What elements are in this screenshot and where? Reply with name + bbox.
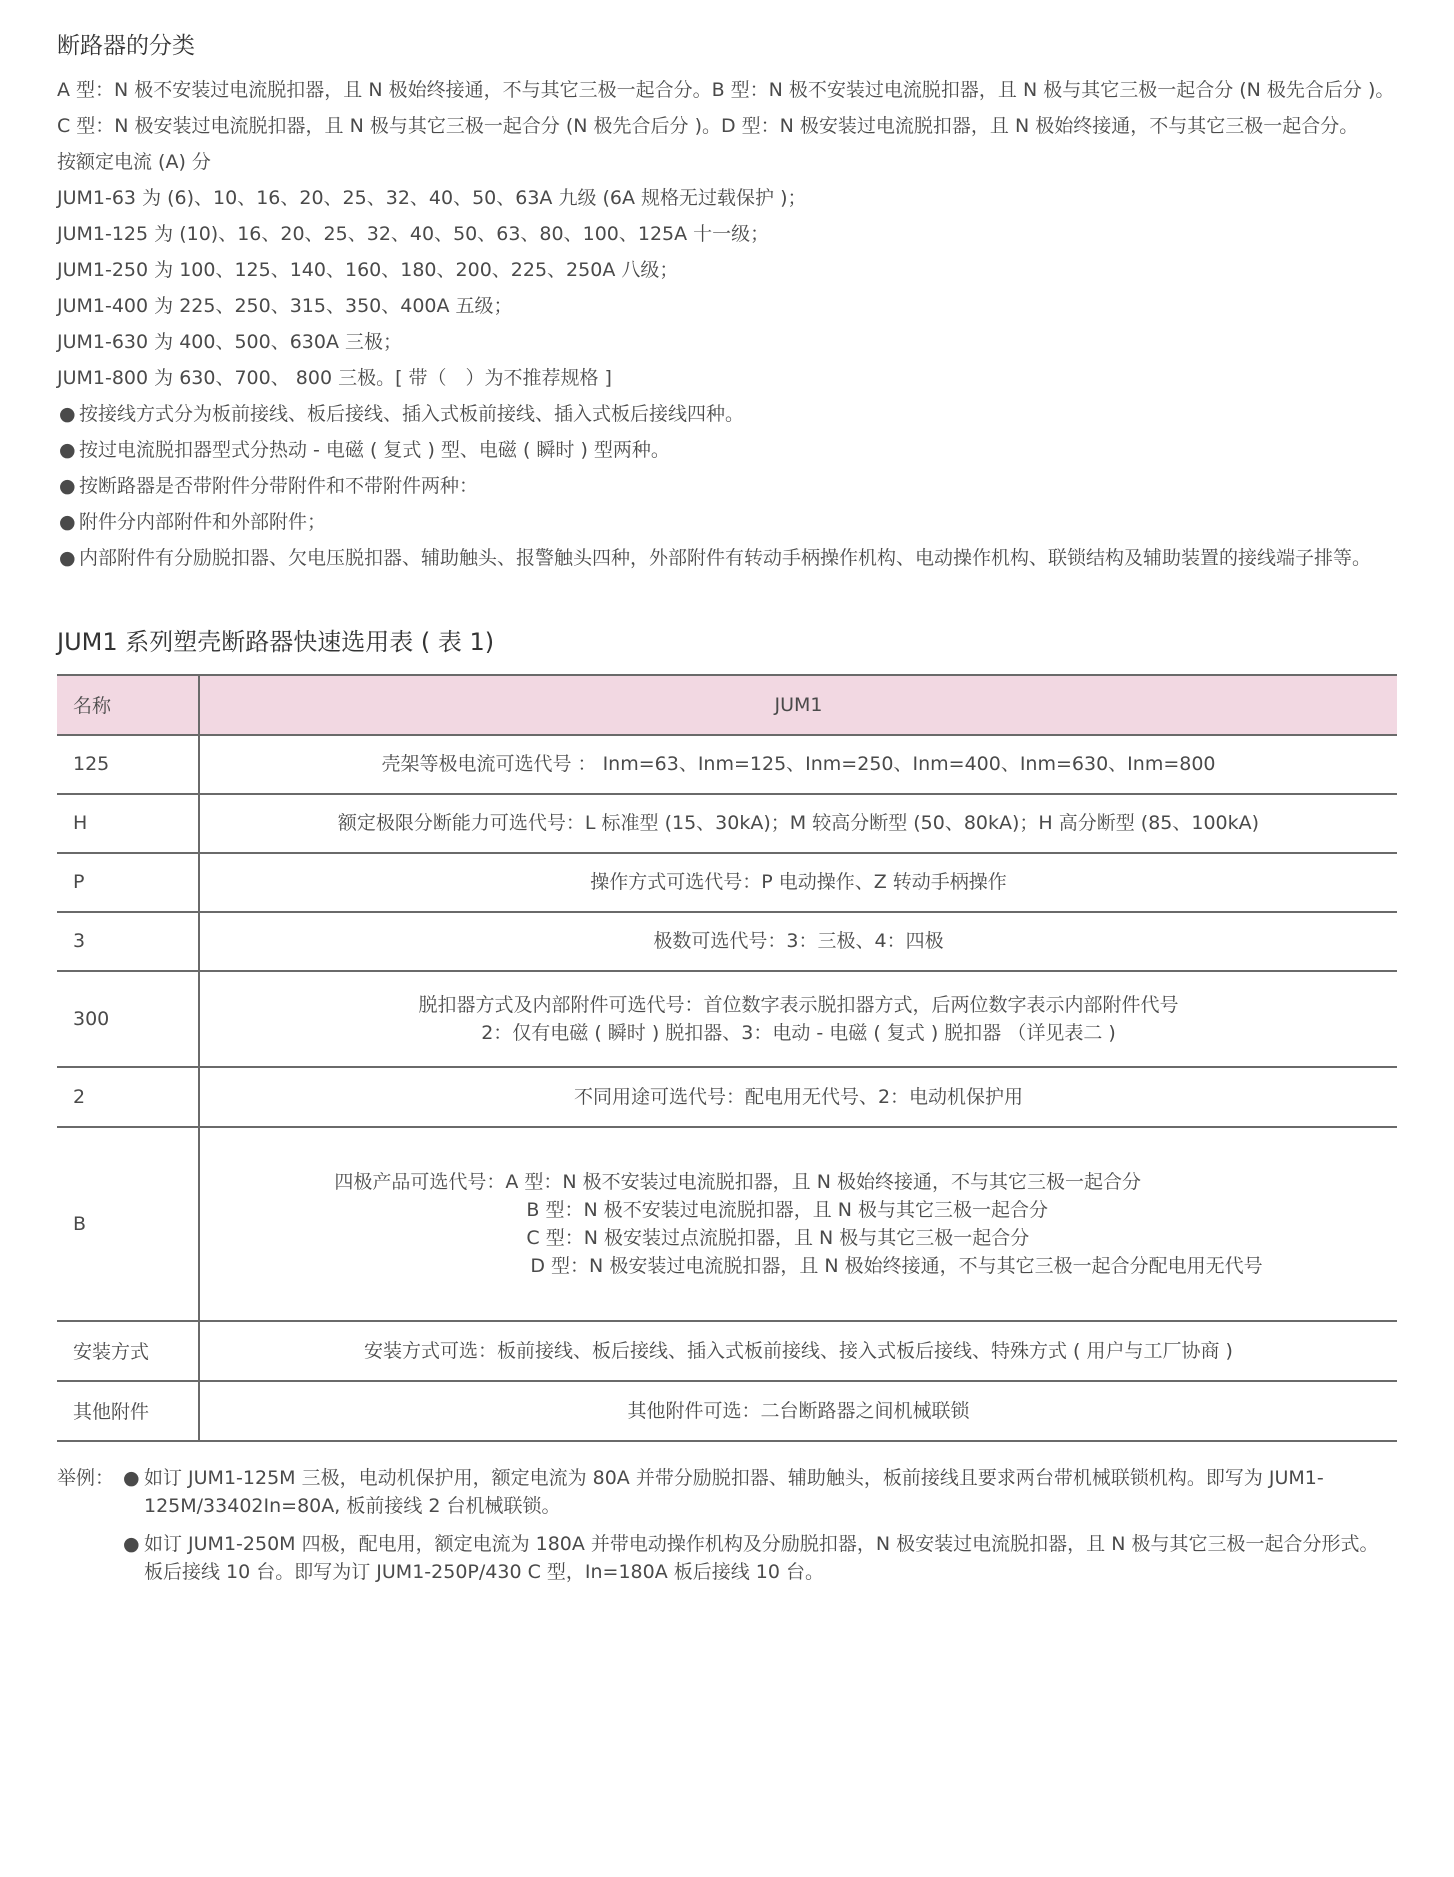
bullet-item (57, 508, 1397, 536)
table-row (57, 735, 1397, 794)
rated-line-400: JUM1-400 为 225、250、315、350、400A 五级； (57, 295, 513, 318)
bullet-text: 按接线方式分为板前接线、板后接线、插入式板前接线、插入式板后接线四种。 (79, 403, 745, 426)
table-row (57, 1321, 1397, 1381)
type-c-d-text: C 型：N 极安装过电流脱扣器，且 N 极与其它三极一起合分 (N 极先合后分 )。D 型：N 极安装过电流脱扣器，且 N 极始终接通，不与其它三极一起合分。 (57, 115, 1359, 138)
bullet-text: 附件分内部附件和外部附件； (79, 511, 327, 534)
header-desc-cell: JUM1 (199, 675, 1397, 735)
bullet-dot-icon: ● (123, 1532, 140, 1555)
table-header-row (57, 675, 1397, 735)
row-name-cell: 125 (57, 735, 199, 794)
example-text: 如订 JUM1-250M 四极，配电用，额定电流为 180A 并带电动操作机构及分励脱扣器，N 极安装过电流脱扣器，且 N 极与其它三极一起合分形式。板后接线 10 台。即写为订 JUM1-250P/430 C 型，In=180A 板后接线 10 台。 (144, 1532, 1379, 1583)
row-desc-line: 脱扣器方式及内部附件可选代号：首位数字表示脱扣器方式，后两位数字表示内部附件代号 (418, 993, 1179, 1016)
bullet-dot-icon: ● (59, 547, 76, 570)
row-desc-cell (199, 1321, 1397, 1381)
row-name-cell: 2 (57, 1067, 199, 1127)
rated-line-125: JUM1-125 为 (10)、16、20、25、32、40、50、63、80、100、125A 十一级； (57, 223, 770, 246)
row-name-cell: H (57, 794, 199, 853)
table-row (57, 794, 1397, 853)
rated-current-heading: 按额定电流 (A) 分 (57, 151, 211, 174)
row-desc-line: C 型：N 极安装过点流脱扣器，且 N 极与其它三极一起合分 (526, 1226, 1030, 1249)
row-desc-line: 四极产品可选代号：A 型：N 极不安装过电流脱扣器，且 N 极始终接通，不与其它三极一起合分 (334, 1170, 1141, 1193)
row-name-cell: 3 (57, 912, 199, 971)
bullet-text: 按断路器是否带附件分带附件和不带附件两种： (79, 475, 479, 498)
table-row (57, 853, 1397, 912)
bullet-dot-icon: ● (59, 403, 76, 426)
row-desc-cell (199, 735, 1397, 794)
row-desc-line: 其他附件可选：二台断路器之间机械联锁 (627, 1399, 970, 1422)
row-desc-line: 极数可选代号：3：三极、4：四极 (653, 930, 944, 953)
row-desc-line: 不同用途可选代号：配电用无代号、2：电动机保护用 (573, 1085, 1024, 1108)
rated-line-250: JUM1-250 为 100、125、140、160、180、200、225、250A 八级； (57, 259, 679, 282)
row-desc-line: 操作方式可选代号：P 电动操作、Z 转动手柄操作 (590, 871, 1007, 894)
table-title: JUM1 系列塑壳断路器快速选用表 ( 表 1) (57, 628, 495, 657)
header-name-cell: 名称 (57, 675, 199, 735)
type-a-b-text: A 型：N 极不安装过电流脱扣器，且 N 极始终接通，不与其它三极一起合分。B 型：N 极不安装过电流脱扣器，且 N 极与其它三极一起合分 (N 极先合后分 )。 (57, 79, 1395, 102)
row-desc-line: B 型：N 极不安装过电流脱扣器，且 N 极与其它三极一起合分 (526, 1198, 1049, 1221)
example-item (57, 1464, 1397, 1520)
bullet-item (57, 436, 1397, 464)
table-row (57, 912, 1397, 971)
row-name-cell: 安装方式 (57, 1321, 199, 1381)
row-desc-cell (199, 794, 1397, 853)
row-desc-line: 安装方式可选：板前接线、板后接线、插入式板前接线、接入式板后接线、特殊方式 ( 用户与工厂协商 ) (364, 1339, 1233, 1362)
table-row (57, 1127, 1397, 1321)
selection-table (57, 674, 1397, 1442)
row-desc-cell (199, 912, 1397, 971)
bullet-dot-icon: ● (59, 475, 76, 498)
row-desc-line: 壳架等极电流可选代号 ： Inm=63、Inm=125、Inm=250、Inm=400、Inm=630、Inm=800 (381, 753, 1216, 776)
bullet-dot-icon: ● (123, 1466, 140, 1489)
four-pole-options (334, 1168, 1262, 1280)
table-row (57, 1381, 1397, 1441)
row-name-cell: P (57, 853, 199, 912)
row-desc-cell (199, 971, 1397, 1067)
row-name-cell: 300 (57, 971, 199, 1067)
bullet-item (57, 472, 1397, 500)
bullet-item (57, 400, 1397, 428)
row-desc-cell (199, 1127, 1397, 1321)
example-text: 如订 JUM1-125M 三极，电动机保护用，额定电流为 80A 并带分励脱扣器、辅助触头，板前接线且要求两台带机械联锁机构。即写为 JUM1-125M/33402In=80A, 板前接线 2 台机械联锁。 (144, 1466, 1324, 1517)
table-row (57, 971, 1397, 1067)
bullet-text: 内部附件有分励脱扣器、欠电压脱扣器、辅助触头、报警触头四种，外部附件有转动手柄操作机构、电动操作机构、联锁结构及辅助装置的接线端子排等。 (79, 547, 1372, 570)
row-desc-line: 额定极限分断能力可选代号：L 标准型 (15、30kA)；M 较高分断型 (50、80kA)；H 高分断型 (85、100kA) (337, 812, 1260, 835)
example-section (57, 1464, 1397, 1586)
bullet-item (57, 544, 1397, 572)
example-label: 举例： (57, 1466, 115, 1489)
row-name-cell: B (57, 1127, 199, 1321)
bullet-text: 按过电流脱扣器型式分热动 - 电磁 ( 复式 ) 型、电磁 ( 瞬时 ) 型两种。 (79, 439, 670, 462)
row-desc-line: 2：仅有电磁 ( 瞬时 ) 脱扣器、3：电动 - 电磁 ( 复式 ) 脱扣器 （详见表二 ) (481, 1021, 1116, 1044)
rated-line-630: JUM1-630 为 400、500、630A 三极； (57, 331, 403, 354)
rated-line-800: JUM1-800 为 630、700、 800 三极。[ 带（ ）为不推荐规格 ] (57, 367, 612, 390)
row-desc-line: D 型：N 极安装过电流脱扣器，且 N 极始终接通，不与其它三极一起合分配电用无代号 (530, 1254, 1263, 1277)
example-item (57, 1530, 1397, 1586)
row-desc-cell (199, 1381, 1397, 1441)
classification-title: 断路器的分类 (57, 33, 195, 59)
bullet-dot-icon: ● (59, 439, 76, 462)
rated-line-63: JUM1-63 为 (6)、10、16、20、25、32、40、50、63A 九级 (6A 规格无过载保护 )； (57, 187, 807, 210)
row-desc-cell (199, 853, 1397, 912)
row-desc-cell (199, 1067, 1397, 1127)
row-name-cell: 其他附件 (57, 1381, 199, 1441)
bullet-dot-icon: ● (59, 511, 76, 534)
table-row (57, 1067, 1397, 1127)
